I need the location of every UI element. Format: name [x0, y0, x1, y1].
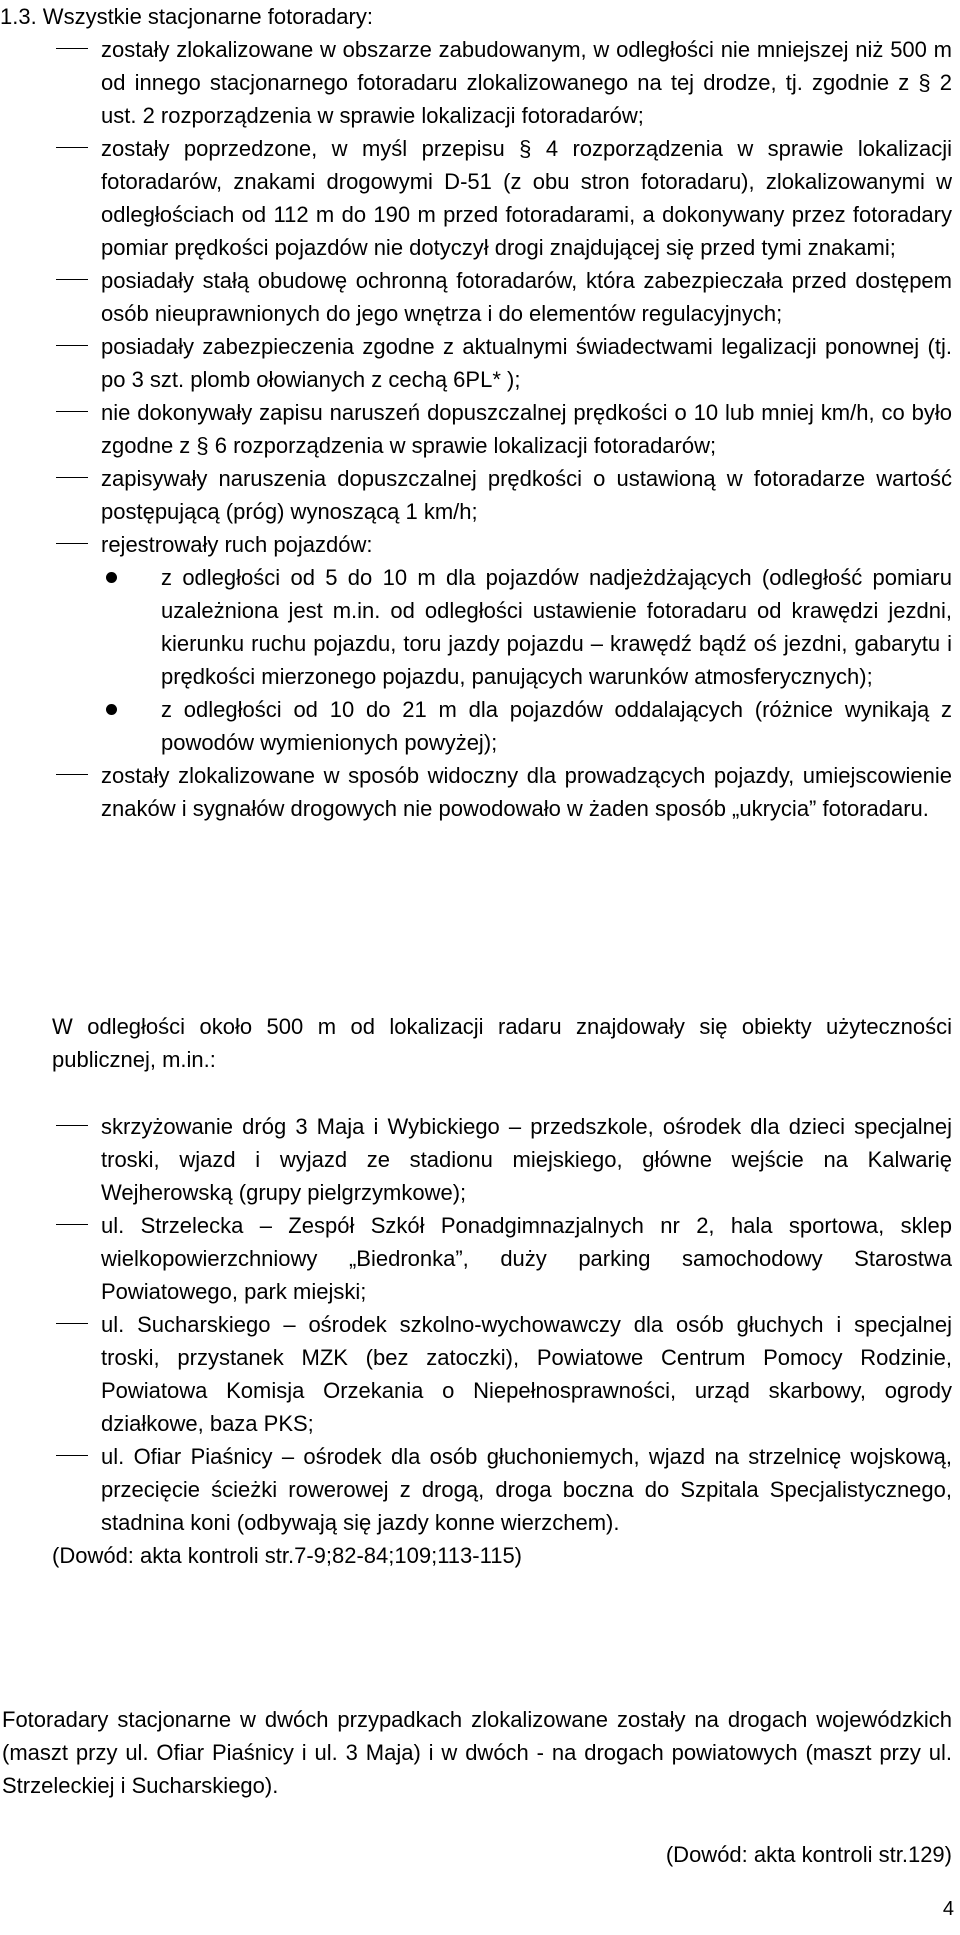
page-number: 4 [942, 1898, 954, 1920]
dash-marker [56, 1224, 88, 1225]
list-item-text: nie dokonywały zapisu naruszeń dopuszczalnej prędkości o 10 lub mniej km/h, co było zgodne z § 6 rozporządzenia w sprawie lokalizacji fotoradarów; [101, 400, 952, 458]
bullet-item [101, 561, 952, 693]
dash-marker [56, 411, 88, 412]
public-facilities-intro: W odległości około 500 m od lokalizacji radaru znajdowały się obiekty użyteczności publicznej, m.in.: [52, 1014, 952, 1072]
public-facilities-list [52, 1110, 952, 1572]
bullet-marker [106, 572, 117, 583]
list-item-text: posiadały stałą obudowę ochronną fotoradarów, która zabezpieczała przed dostępem osób nieuprawnionych do jego wnętrza i do elementów regulacyjnych; [101, 268, 952, 326]
list-item [52, 462, 952, 528]
evidence-reference: (Dowód: akta kontroli str.7-9;82-84;109;113-115) [52, 1543, 523, 1568]
section-heading: 1.3. Wszystkie stacjonarne fotoradary: [0, 4, 373, 29]
list-item [52, 528, 952, 759]
list-item [52, 396, 952, 462]
list-item [52, 330, 952, 396]
dash-marker [56, 543, 88, 544]
list-item-text: zostały zlokalizowane w obszarze zabudowanym, w odległości nie mniejszej niż 500 m od innego stacjonarnego fotoradaru zlokalizowanego na tej drodze, tj. zgodnie z § 2 ust. 2 rozporządzenia w sprawie lokalizacji fotoradarów; [101, 37, 952, 128]
bullet-item [101, 693, 952, 759]
dash-marker [56, 1323, 88, 1324]
requirements-list [52, 33, 952, 825]
dash-marker [56, 1125, 88, 1126]
dash-marker [56, 147, 88, 148]
list-item [52, 1440, 952, 1539]
list-item [52, 264, 952, 330]
dash-marker [56, 477, 88, 478]
dash-marker [56, 279, 88, 280]
list-item-text: zostały zlokalizowane w sposób widoczny dla prowadzących pojazdy, umiejscowienie znaków i sygnałów drogowych nie powodowało w żaden sposób „ukrycia” fotoradaru. [101, 763, 952, 821]
list-item-text: ul. Strzelecka – Zespół Szkół Ponadgimnazjalnych nr 2, hala sportowa, sklep wielkopowierzchniowy „Biedronka”, duży parking samochodowy Starostwa Powiatowego, park miejski; [101, 1213, 952, 1304]
bullet-item-text: z odległości od 10 do 21 m dla pojazdów oddalających (różnice wynikają z powodów wymienionych powyżej); [161, 697, 952, 755]
list-item [52, 1308, 952, 1440]
distance-bullet-list [101, 561, 952, 759]
list-item [52, 1209, 952, 1308]
bullet-item-text: z odległości od 5 do 10 m dla pojazdów nadjeżdżających (odległość pomiaru uzależniona jest m.in. od odległości ustawienie fotoradaru od krawędzi jezdni, kierunku ruchu pojazdu, toru jazdy pojazdu – krawędź bądź oś jezdni, gabarytu i prędkości mierzonego pojazdu, panujących warunków atmosferycznych); [161, 565, 952, 689]
dash-marker [56, 48, 88, 49]
bullet-marker [106, 704, 117, 715]
list-item-text: skrzyżowanie dróg 3 Maja i Wybickiego – przedszkole, ośrodek dla dzieci specjalnej troski, wjazd i wyjazd ze stadionu miejskiego, główne wejście na Kalwarię Wejherowską (grupy pielgrzymkowe); [101, 1114, 952, 1205]
list-item-text: ul. Sucharskiego – ośrodek szkolno-wychowawczy dla osób głuchych i specjalnej troski, przystanek MZK (bez zatoczki), Powiatowe Centrum Pomocy Rodzinie, Powiatowa Komisja Orzekania o Niepełnosprawności, urząd skarbowy, ogrody działkowe, baza PKS; [101, 1312, 952, 1436]
list-item-text: rejestrowały ruch pojazdów: [101, 532, 373, 557]
list-item-text: posiadały zabezpieczenia zgodne z aktualnymi świadectwami legalizacji ponownej (tj. po 3 szt. plomb ołowianych z cechą 6PL* ); [101, 334, 952, 392]
road-classification-paragraph: Fotoradary stacjonarne w dwóch przypadkach zlokalizowane zostały na drogach wojewódzkich (maszt przy ul. Ofiar Piaśnicy i ul. 3 Maja) i w dwóch - na drogach powiatowych (maszt przy ul. Strzeleckiej i Sucharskiego). [2, 1707, 952, 1798]
list-item-text: zapisywały naruszenia dopuszczalnej prędkości o ustawioną w fotoradarze wartość postępującą (próg) wynoszącą 1 km/h; [101, 466, 952, 524]
list-item-text: ul. Ofiar Piaśnicy – ośrodek dla osób głuchoniemych, wjazd na strzelnicę wojskową, przecięcie ścieżki rowerowej z drogą, droga boczna do Szpitala Specjalistycznego, stadnina koni (odbywają się jazdy konne wierzchem). [101, 1444, 952, 1535]
dash-marker [56, 345, 88, 346]
dash-marker [56, 1455, 88, 1456]
list-item [52, 1110, 952, 1209]
list-item [52, 132, 952, 264]
list-item [52, 33, 952, 132]
evidence-reference: (Dowód: akta kontroli str.129) [665, 1842, 952, 1867]
list-item [52, 759, 952, 825]
list-item-text: zostały poprzedzone, w myśl przepisu § 4 rozporządzenia w sprawie lokalizacji fotoradarów, znakami drogowymi D-51 (z obu stron fotoradaru), zlokalizowanymi w odległościach od 112 m do 190 m przed fotoradarami, a dokonywany przez fotoradary pomiar prędkości pojazdów nie dotyczył drogi znajdującej się przed tymi znakami; [101, 136, 952, 260]
dash-marker [56, 774, 88, 775]
